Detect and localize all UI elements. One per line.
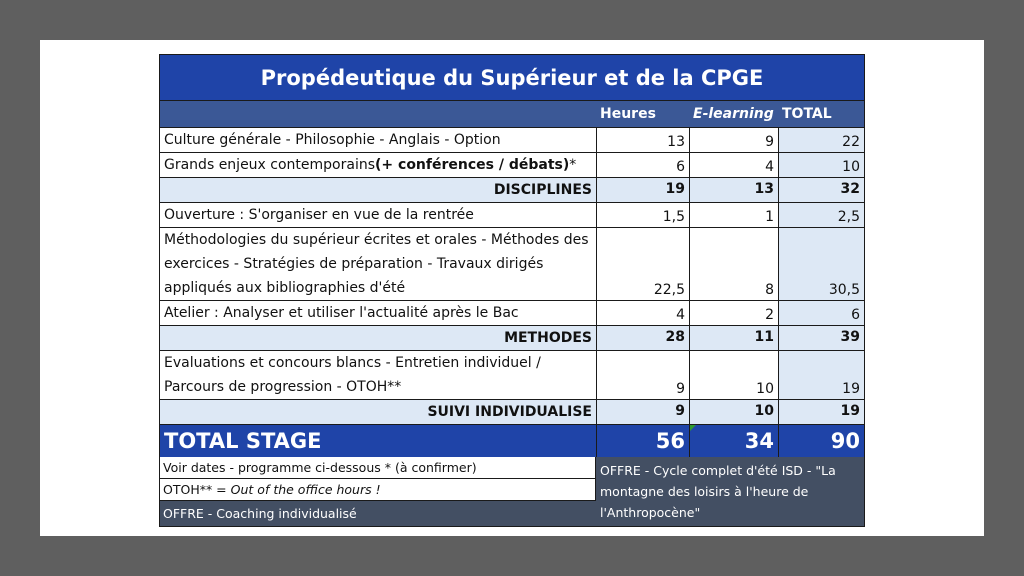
subtotal-label: METHODES [504,330,592,346]
cell-heures: 1,5 [596,203,689,227]
cell-total: 19 [778,351,864,399]
row-label [160,153,596,177]
note-otoh-italic: Out of the office hours ! [230,482,381,497]
cell-elearning: 2 [689,301,778,325]
subtotal-row-suivi [160,400,864,425]
subtotal-row-disciplines [160,178,864,203]
footer [160,457,864,526]
offer-coaching: OFFRE - Coaching individualisé [160,501,596,526]
row-label: Méthodologies du supérieur écrites et orales - Méthodes des exercices - Stratégies de préparation - Travaux dirigés appliqués aux bibliographies d'été [164,232,589,296]
row-label: Culture générale - Philosophie - Anglais - Option [164,132,501,148]
cell-total: 10 [778,153,864,177]
subtotal-label: DISCIPLINES [493,182,592,198]
cell-elearning: 10 [689,351,778,399]
total-total: 90 [778,425,864,457]
header-heures: Heures [600,106,656,122]
table-row [160,228,864,301]
header-blank [160,101,596,127]
cell-total: 2,5 [778,203,864,227]
cell-total: 19 [778,400,864,424]
cell-total: 39 [778,326,864,350]
cell-heures: 6 [596,153,689,177]
table-row [160,351,864,400]
cell-heures: 9 [596,351,689,399]
cell-total: 6 [778,301,864,325]
table-row [160,153,864,178]
cell-heures: 19 [596,178,689,202]
cell-total: 30,5 [778,228,864,300]
header-total: TOTAL [782,106,832,122]
cell-elearning: 11 [689,326,778,350]
column-header-row [160,101,864,128]
cell-elearning: 1 [689,203,778,227]
row-label-plain: Grands enjeux contemporains [164,157,376,173]
table-row [160,203,864,228]
cell-heures: 22,5 [596,228,689,300]
subtotal-row-methodes [160,326,864,351]
row-label: Ouverture : S'organiser en vue de la rentrée [164,207,474,223]
row-label-bold: (+ conférences / débats) [375,157,570,173]
row-label: Evaluations et concours blancs - Entretien individuel / Parcours de progression - OTOH** [164,355,541,395]
header-elearning: E-learning [693,106,774,122]
subtotal-label: SUIVI INDIVIDUALISE [427,404,592,420]
cell-total: 22 [778,128,864,152]
cell-heures: 4 [596,301,689,325]
table-row [160,128,864,153]
cell-elearning: 8 [689,228,778,300]
table-row [160,301,864,326]
table-title: Propédeutique du Supérieur et de la CPGE [160,55,864,101]
total-elearning: 34 [689,425,778,457]
note-dates: Voir dates - programme ci-dessous * (à confirmer) [160,457,596,479]
cell-elearning: 9 [689,128,778,152]
total-heures: 56 [596,425,689,457]
total-label: TOTAL STAGE [164,429,322,453]
row-label: Atelier : Analyser et utiliser l'actualité après le Bac [164,305,519,321]
note-otoh [160,479,596,501]
cell-heures: 28 [596,326,689,350]
cell-heures: 9 [596,400,689,424]
cell-elearning: 10 [689,400,778,424]
cell-heures: 13 [596,128,689,152]
cell-elearning: 4 [689,153,778,177]
cell-elearning: 13 [689,178,778,202]
row-label-end: * [569,157,577,173]
program-table [159,54,865,527]
offer-cycle: OFFRE - Cycle complet d'été ISD - "La montagne des loisirs à l'heure de l'Anthropocène" [596,457,864,526]
total-stage-row [160,425,864,457]
note-otoh-prefix: OTOH** = [163,482,227,497]
footer-notes [160,457,596,526]
cell-total: 32 [778,178,864,202]
